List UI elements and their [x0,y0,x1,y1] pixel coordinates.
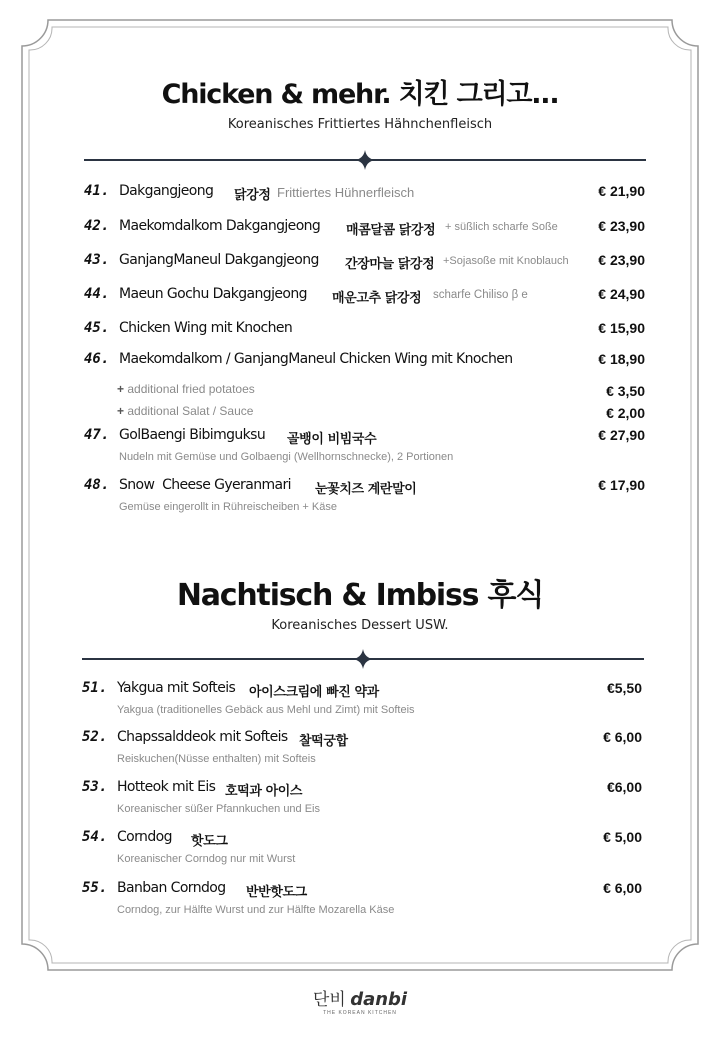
menu-item-44 [0,286,720,308]
item-korean-name: 간장마늘 닭강정 [345,257,435,272]
item-description: Gemüse eingerollt in Rühreischeiben + Käse [119,501,337,513]
item-name: Chicken Wing mit Knochen [119,320,293,336]
item-name: Hotteok mit Eis [117,779,216,795]
item-description: Koreanischer süßer Pfannkuchen und Eis [117,803,321,815]
extra-label [117,404,253,418]
item-korean-name: 눈꽃치즈 계란말이 [315,482,417,497]
item-description: Reiskuchen(Nüsse enthalten) mit Softeis [117,753,316,765]
item-price: € 24,90 [598,286,645,302]
item-korean-name: 아이스크림에 빠진 약과 [249,685,379,700]
menu-item-41 [0,183,720,205]
extra-fried-potatoes [0,382,720,404]
plus-sign: + [117,382,125,396]
menu-item-54 [0,829,720,869]
item-description: Koreanischer Corndog nur mit Wurst [117,853,296,865]
menu-item-53 [0,779,720,819]
item-number: 44. [84,286,110,302]
item-number: 55. [82,880,108,896]
menu-item-43 [0,252,720,274]
extra-salat-sauce [0,404,720,426]
section-title-chicken: Chicken & mehr. 치킨 그리고... [161,79,559,110]
item-description: Yakgua (traditionelles Gebäck aus Mehl und Zimt) mit Softeis [117,704,415,716]
item-name: Maekomdalkom Dakgangjeong [119,218,321,234]
extra-text: additional Salat / Sauce [127,404,254,418]
item-name: GolBaengi Bibimguksu [119,427,266,443]
menu-item-55 [0,880,720,920]
divider-dessert [82,654,644,666]
item-korean-name: 골뱅이 비빔국수 [287,432,377,447]
diamond-ornament-icon [355,150,375,170]
item-korean-name: 매콤달콤 닭강정 [346,223,436,238]
item-number: 47. [84,427,110,443]
item-price: €5,50 [606,680,642,696]
menu-item-52 [0,729,720,769]
item-name: Maeun Gochu Dakgangjeong [119,286,307,302]
item-description: Corndog, zur Hälfte Wurst und zur Hälfte Mozarella Käse [117,904,395,916]
item-name: Snow Cheese Gyeranmari [119,477,291,493]
item-price: € 23,90 [598,252,645,268]
restaurant-logo [0,985,720,1010]
item-korean-name: 매운고추 닭강정 [332,291,422,306]
item-number: 43. [84,252,110,268]
section-subtitle-chicken: Koreanisches Frittiertes Hähnchenfleisch [227,117,493,132]
item-name: Chapssalddeok mit Softeis [117,729,288,745]
item-korean-name: 호떡과 아이스 [225,784,303,799]
item-korean-name: 닭강정 [234,188,271,203]
item-price: € 21,90 [598,183,645,199]
menu-item-48 [0,477,720,517]
item-name: GanjangManeul Dakgangjeong [119,252,319,268]
item-price: € 23,90 [598,218,645,234]
item-hint: +Sojasoße mit Knoblauch [443,255,569,267]
item-name: Banban Corndog [117,880,226,896]
item-number: 45. [84,320,110,336]
item-price: € 15,90 [598,320,645,336]
item-price: € 6,00 [603,729,642,745]
item-korean-name: 찰떡궁합 [299,734,348,749]
item-name: Yakgua mit Softeis [117,680,236,696]
item-number: 52. [82,729,108,745]
item-price: € 18,90 [598,351,645,367]
extra-label [117,382,255,396]
item-korean-name: 핫도그 [191,834,228,849]
item-hint: scharfe Chiliso β e [433,289,528,301]
plus-sign: + [117,404,125,418]
diamond-ornament-icon [353,649,373,669]
logo-english: danbi [350,989,408,1010]
item-description: Nudeln mit Gemüse und Golbaengi (Wellhornschnecke), 2 Portionen [119,451,454,463]
menu-item-42 [0,218,720,240]
item-number: 48. [84,477,110,493]
item-name: Dakgangjeong [119,183,214,199]
menu-item-51 [0,680,720,720]
logo-korean: 단비 [312,990,346,1010]
divider-chicken [84,155,646,167]
extra-price: € 2,00 [606,405,645,421]
item-price: € 6,00 [603,880,642,896]
menu-item-46 [0,351,720,373]
section-title-dessert: Nachtisch & Imbiss 후식 [176,578,544,613]
item-price: € 27,90 [598,427,645,443]
item-number: 53. [82,779,108,795]
extra-price: € 3,50 [606,383,645,399]
item-name: Maekomdalkom / GanjangManeul Chicken Wing mit Knochen [119,351,513,367]
section-subtitle-dessert: Koreanisches Dessert USW. [271,618,449,633]
item-price: €6,00 [606,779,642,795]
item-number: 41. [84,183,110,199]
menu-item-47 [0,427,720,467]
item-price: € 17,90 [598,477,645,493]
item-korean-name: 반반핫도그 [246,885,307,900]
item-number: 42. [84,218,110,234]
menu-item-45 [0,320,720,342]
extra-text: additional fried potatoes [127,382,255,396]
logo-tagline: THE KOREAN KITCHEN [323,1010,397,1016]
item-number: 51. [82,680,108,696]
item-name: Corndog [117,829,172,845]
item-hint: Frittiertes Hühnerfleisch [277,185,415,200]
item-number: 54. [82,829,108,845]
item-hint: + süßlich scharfe Soße [445,221,558,233]
item-number: 46. [84,351,110,367]
item-price: € 5,00 [603,829,642,845]
